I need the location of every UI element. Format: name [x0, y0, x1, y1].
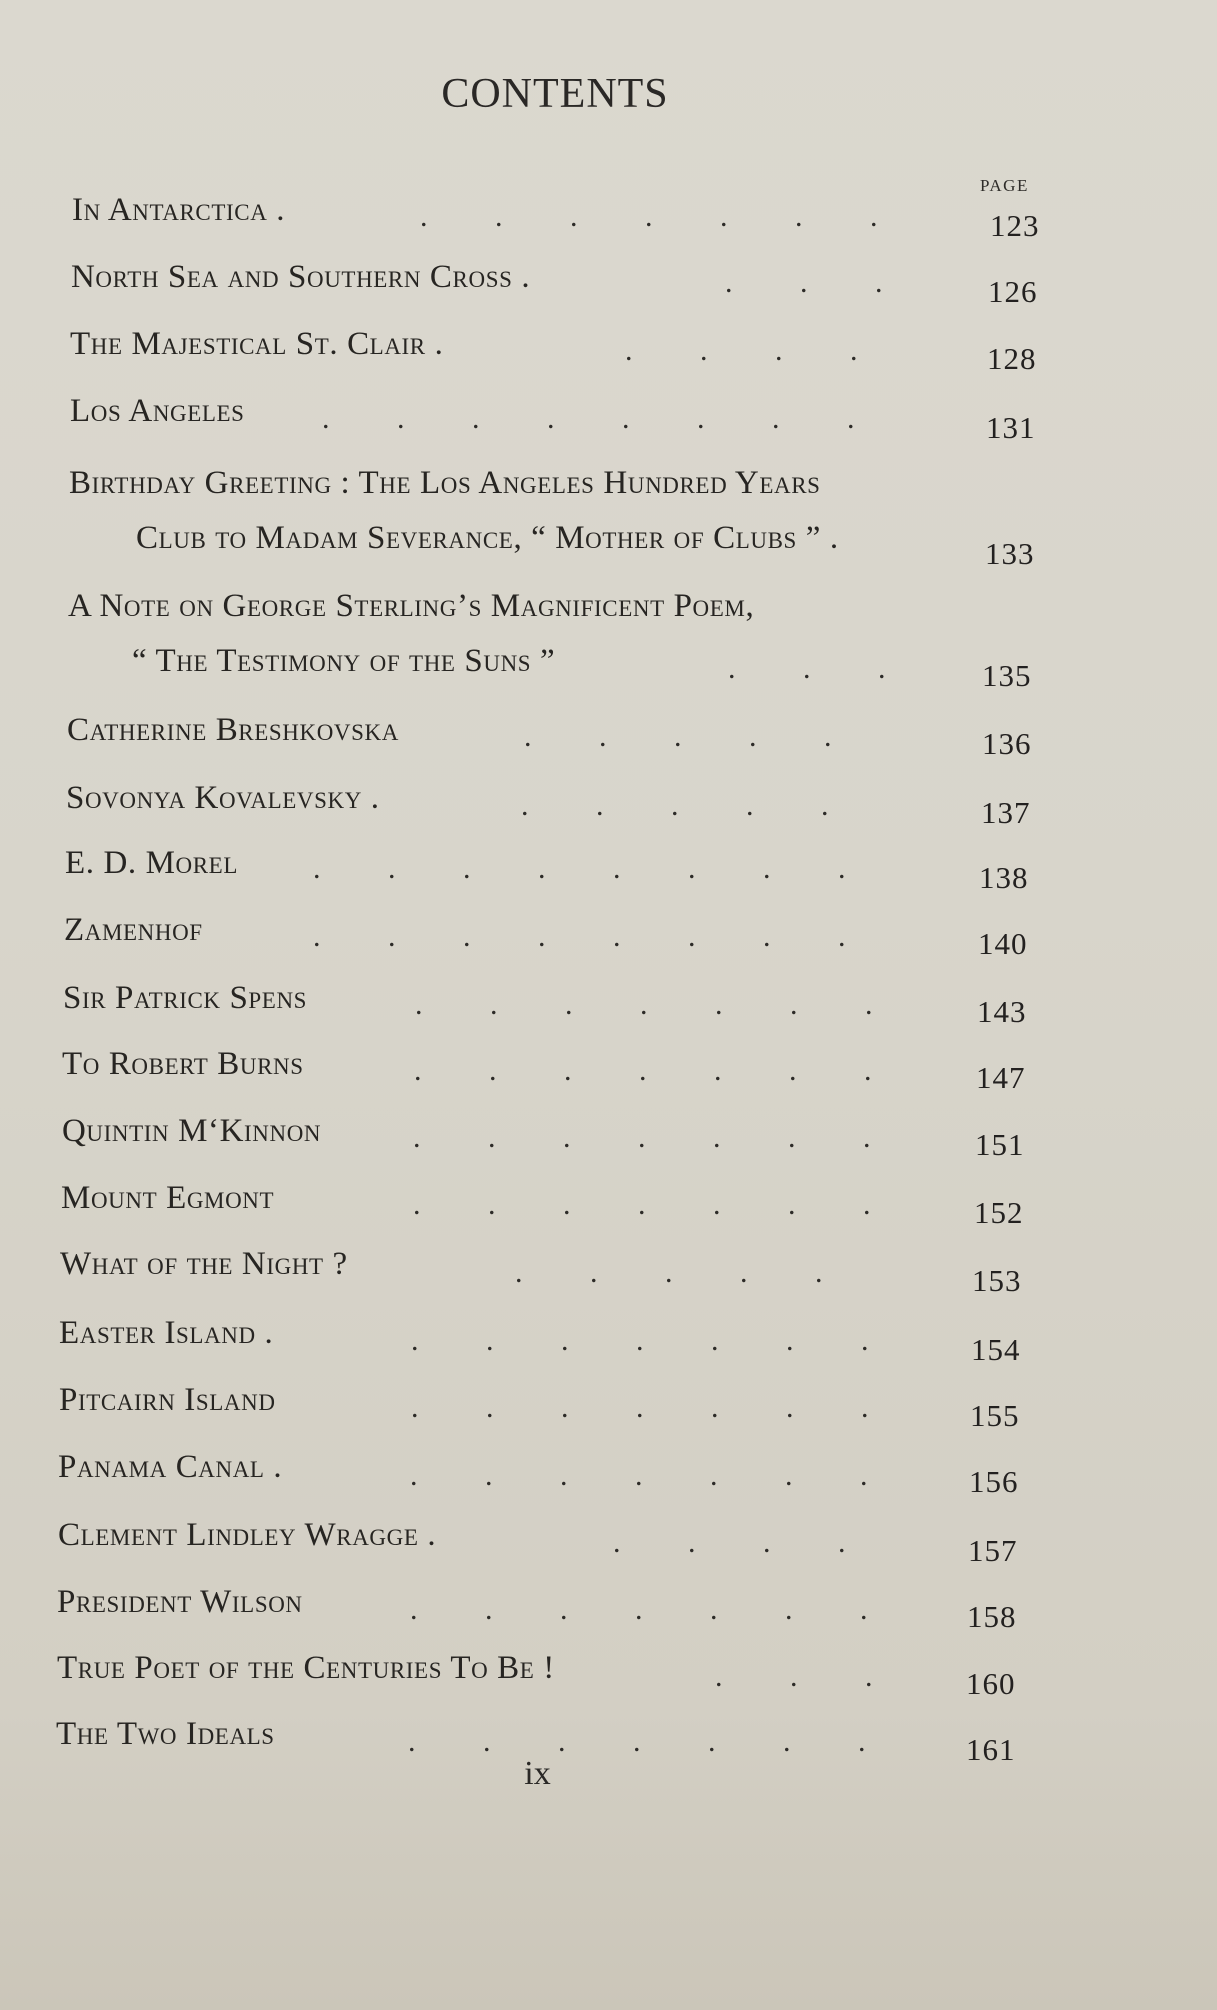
contents-heading: CONTENTS	[441, 71, 669, 117]
toc-leader-dots: . . . . . . .	[411, 1324, 869, 1357]
toc-leader-dots: . . . . . . .	[408, 1725, 866, 1758]
toc-entry-page: 128	[987, 341, 1037, 376]
toc-leader-dots: . . . . . . .	[410, 1593, 868, 1626]
toc-entry-page: 137	[981, 795, 1031, 830]
toc-leader-dots: . . . . . . .	[420, 200, 878, 233]
toc-entry-title: In Antarctica .	[72, 192, 286, 228]
toc-entry-page: 156	[969, 1464, 1019, 1499]
toc-entry-page: 135	[982, 658, 1032, 693]
toc-leader-dots: . . . . . . .	[413, 1121, 871, 1154]
toc-leader-dots: . . . . . . .	[415, 988, 873, 1021]
toc-entry-title: Birthday Greeting : The Los Angeles Hundred Years	[69, 465, 821, 501]
toc-entry-title: North Sea and Southern Cross .	[71, 259, 531, 295]
toc-entry-page: 158	[967, 1599, 1017, 1634]
toc-entry-title: The Two Ideals	[56, 1716, 275, 1752]
toc-entry-title: President Wilson	[57, 1584, 303, 1620]
toc-entry-page: 126	[988, 274, 1038, 309]
toc-entry-page: 140	[978, 926, 1028, 961]
toc-leader-dots: . . . . . . .	[410, 1459, 868, 1492]
toc-entry-title: True Poet of the Centuries To Be !	[57, 1650, 555, 1686]
toc-entry-title: To Robert Burns	[62, 1046, 304, 1082]
toc-entry-title: Los Angeles	[70, 393, 245, 429]
toc-entry-title: Clement Lindley Wragge .	[58, 1517, 437, 1553]
toc-entry-page: 152	[974, 1195, 1024, 1230]
toc-leader-dots: . . . . .	[521, 789, 829, 822]
toc-entry-title: Panama Canal .	[58, 1449, 283, 1485]
toc-entry-title: What of the Night ?	[60, 1246, 348, 1282]
toc-entry-title: A Note on George Sterling’s Magnificent Poem,	[68, 588, 755, 624]
toc-leader-dots: . . . . . . .	[411, 1391, 869, 1424]
toc-leader-dots: . . .	[728, 652, 886, 685]
toc-entry-page: 157	[968, 1533, 1018, 1568]
toc-entry-title: Catherine Breshkovska	[67, 712, 399, 748]
toc-entry-title-continued: Club to Madam Severance, “ Mother of Clubs ” .	[136, 520, 839, 556]
toc-leader-dots: . . . .	[625, 334, 858, 367]
toc-entry-page: 138	[979, 860, 1029, 895]
toc-leader-dots: . . . .	[613, 1526, 846, 1559]
toc-leader-dots: . . . . . . .	[413, 1188, 871, 1221]
toc-entry-title: Sovonya Kovalevsky .	[66, 780, 380, 816]
toc-entry-title: Easter Island .	[59, 1315, 274, 1351]
toc-leader-dots: . . . . .	[515, 1256, 823, 1289]
toc-entry-page: 153	[972, 1263, 1022, 1298]
page-folio-number: ix	[524, 1755, 551, 1792]
toc-entry-page: 155	[970, 1398, 1020, 1433]
toc-entry-page: 131	[986, 410, 1036, 445]
toc-leader-dots: . . . . . . . .	[322, 402, 855, 435]
toc-leader-dots: . . . . . . . .	[313, 852, 846, 885]
page-column-label: PAGE	[980, 176, 1029, 195]
toc-entry-page: 143	[977, 994, 1027, 1029]
toc-entry-title: Pitcairn Island	[59, 1382, 276, 1418]
toc-entry-page: 160	[966, 1666, 1016, 1701]
toc-entry-title: Mount Egmont	[61, 1180, 275, 1216]
toc-leader-dots: . . . . . . . .	[313, 920, 846, 953]
toc-entry-title: Quintin M‘Kinnon	[62, 1113, 322, 1149]
toc-entry-title: The Majestical St. Clair .	[70, 326, 444, 362]
toc-leader-dots: . . . . . . .	[414, 1054, 872, 1087]
toc-entry-title-continued: “ The Testimony of the Suns ”	[132, 643, 556, 679]
toc-entry-page: 147	[976, 1060, 1026, 1095]
toc-entry-page: 123	[990, 208, 1040, 243]
toc-entry-page: 161	[966, 1732, 1016, 1767]
toc-leader-dots: . . . . .	[524, 720, 832, 753]
toc-leader-dots: . . .	[715, 1660, 873, 1693]
toc-leader-dots: . . .	[725, 266, 883, 299]
toc-entry-title: E. D. Morel	[65, 845, 238, 881]
toc-entry-page: 133	[985, 536, 1035, 571]
toc-entry-page: 136	[982, 726, 1032, 761]
toc-entry-page: 151	[975, 1127, 1025, 1162]
toc-entry-page: 154	[971, 1332, 1021, 1367]
toc-entry-title: Zamenhof	[64, 912, 203, 948]
toc-entry-title: Sir Patrick Spens	[63, 980, 308, 1016]
